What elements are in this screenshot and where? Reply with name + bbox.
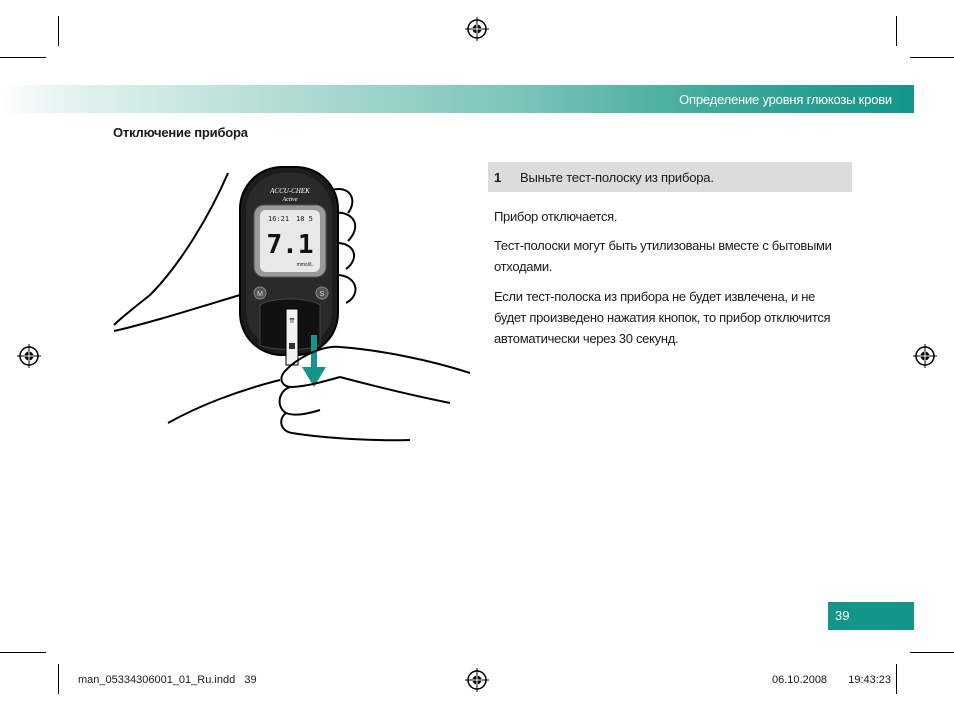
crop-mark [896, 664, 897, 694]
meter-button-m-label: M [257, 291, 263, 298]
step-text: Выньте тест-полоску из прибора. [520, 170, 714, 185]
crop-mark [0, 57, 46, 58]
meter-illustration [110, 155, 480, 455]
meter-display-time: 16:21 [268, 215, 290, 223]
registration-mark-icon [913, 344, 937, 368]
meter-reading: 7.1 [266, 230, 314, 260]
crop-mark [58, 16, 59, 46]
crop-mark [58, 664, 59, 694]
strip-arrow-icon: ⇈ [289, 317, 295, 325]
registration-mark-icon [465, 668, 489, 692]
crop-mark [910, 57, 954, 58]
registration-mark-icon [465, 17, 489, 41]
crop-mark [0, 652, 46, 653]
meter-model: Active [282, 197, 298, 203]
crop-mark [910, 652, 954, 653]
paragraph: Прибор отключается. [494, 209, 618, 224]
meter-button-s-label: S [319, 291, 325, 298]
paragraph: Тест-полоски могут быть утилизованы вместе с бытовыми отходами. [494, 238, 832, 274]
footer-filename: man_05334306001_01_Ru.indd 39 [78, 674, 257, 686]
section-title: Отключение прибора [113, 125, 248, 140]
step-number: 1 [494, 170, 502, 185]
page-number: 39 [835, 608, 850, 623]
registration-mark-icon [17, 344, 41, 368]
meter-brand: ACCU-CHEK [270, 187, 310, 195]
crop-mark [896, 16, 897, 46]
meter-display-date: 18 5 [296, 215, 313, 223]
footer-datetime: 06.10.2008 19:43:23 [772, 674, 892, 686]
paragraph: Если тест-полоска из прибора не будет извлечена, и не будет произведено нажатия кнопок, то прибор отключится автоматически через 30 секунд. [494, 289, 831, 346]
meter-unit: mmol/L [296, 262, 313, 268]
header-title: Определение уровня глюкозы крови [679, 92, 892, 107]
